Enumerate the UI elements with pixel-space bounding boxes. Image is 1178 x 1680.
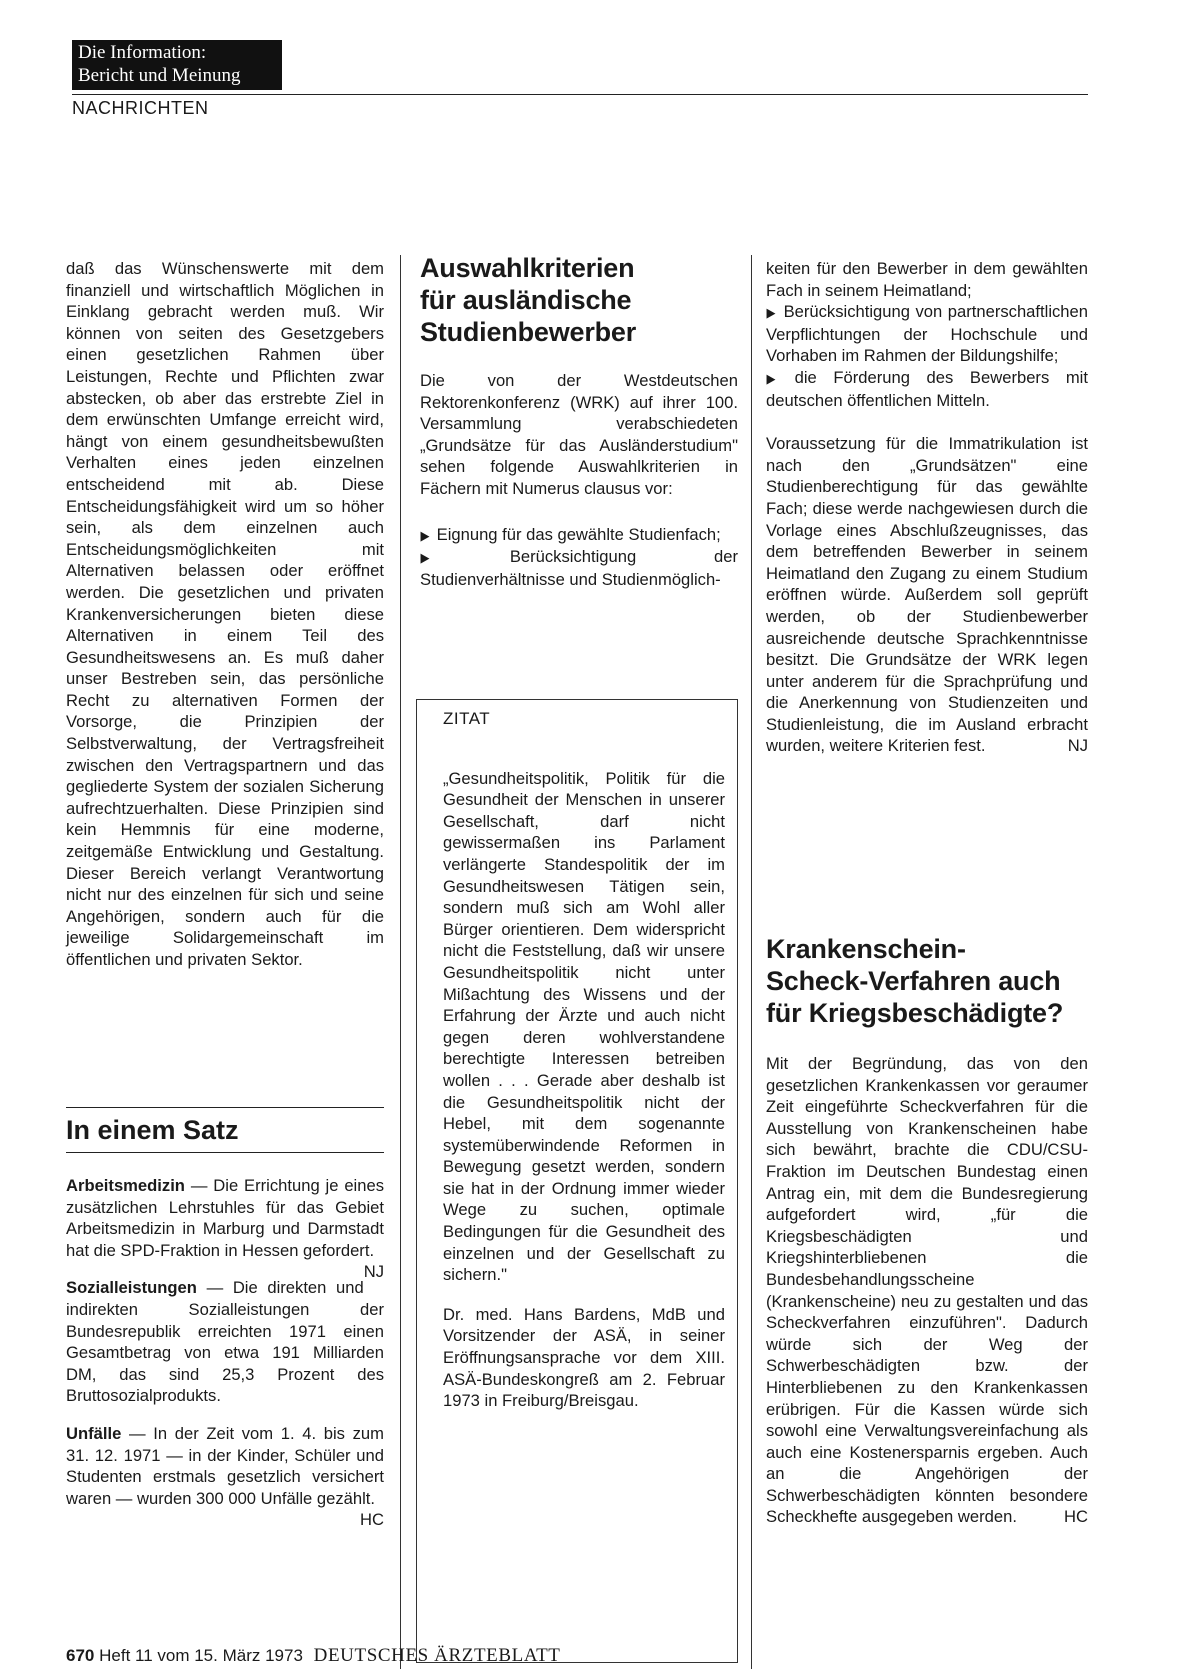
page-number: 670 bbox=[66, 1646, 95, 1665]
kranken-title-2: Scheck-Verfahren auch bbox=[766, 966, 1061, 996]
satz-signature: HC bbox=[360, 1510, 384, 1530]
auswahl-bullet-2-cont: keiten für den Bewerber in dem gewählten Fach in seinem Heimatland; bbox=[766, 259, 1088, 300]
satz-keyword: Sozialleistungen bbox=[66, 1278, 197, 1298]
zitat-box bbox=[416, 699, 738, 1663]
header-line-1: Die Information: bbox=[78, 42, 207, 63]
triangle-bullet-icon: ▶ bbox=[766, 370, 776, 386]
left-column bbox=[66, 258, 384, 971]
zitat-label: ZITAT bbox=[443, 709, 491, 728]
auswahl-bullet-2 bbox=[420, 546, 738, 590]
satz-text: — Die Errichtung je eines zusätzlichen Lehrstuhles für das Gebiet Arbeitsmedizin in Marburg und Darmstadt hat die SPD-Fraktion in Hessen gefordert. bbox=[66, 1176, 384, 1260]
kranken-text bbox=[766, 1053, 1088, 1528]
bullet-text: Berücksichtigung der Studienverhältnisse und Studienmöglich- bbox=[420, 547, 738, 589]
satz-keyword: Unfälle bbox=[66, 1423, 122, 1443]
magazine-name: DEUTSCHES ÄRZTEBLATT bbox=[313, 1645, 561, 1666]
satz-rule-bottom bbox=[66, 1152, 384, 1153]
kranken-body-text: Mit der Begründung, das von den gesetzlichen Krankenkassen vor geraumer Zeit eingeführte Scheckverfahren für die Ausstellung von Krankenscheinen habe sich bewährt, brachte die CDU/CSU-Fraktion im Deutschen Bundestag einen Antrag ein, mit dem die Bundesregierung aufgefordert wird, „für die Kriegsbeschädigten und Kriegshinterbliebenen die Bundesbehandlungsscheine (Krankenscheine) neu zu gestalten und das Scheckverfahren einzuführen". Dadurch würde sich der Weg der Schwerbeschädigten bzw. der Hinterbliebenen zu den Krankenkassen erübrigen. Für die Kassen würde sich sowohl eine Verwaltungsvereinfachung als auch eine Kostenersparnis ergeben. Auch an die Angehörigen der Schwerbeschädigten könnten besondere Scheckhefte ausgegeben werden. bbox=[766, 1054, 1088, 1527]
header-box bbox=[72, 40, 282, 90]
satz-rule-top bbox=[66, 1107, 384, 1108]
kranken-body bbox=[766, 1053, 1088, 1528]
bullet-text: die Förderung des Bewerbers mit deutschen öffentlichen Mitteln. bbox=[766, 367, 1088, 410]
auswahl-body-text: Voraussetzung für die Immatrikulation ist nach den „Grundsätzen" eine Studienberechtigung für das gewählte Fach; diese werde nachgewiesen durch die Vorlage eines Abschlußzeugnisses, das dem betreffenden Bewerber in seinem Heimatland den Zugang zu einem Studium eröffnen würde. Außerdem soll geprüft werden, ob der Studienbewerber ausreichende deutsche Sprachkenntnisse besitzt. Die Grundsätze der WRK legen unter anderem für die Sprachprüfung und die Anerkennung von Studienzeiten und Studienleistung, die im Ausland erbracht wurden, weitere Kriterien fest. bbox=[766, 434, 1088, 756]
auswahl-text bbox=[766, 433, 1088, 757]
auswahl-bullet-1 bbox=[420, 524, 738, 547]
right-column bbox=[766, 258, 1088, 757]
auswahl-body bbox=[420, 370, 738, 590]
in-einem-satz-body bbox=[66, 1175, 384, 1531]
satz-keyword: Arbeitsmedizin bbox=[66, 1176, 185, 1195]
satz-text: — Die direkten und indirekten Sozialleistungen der Bundesrepublik erreichten 1971 einen Gesamtbetrag von etwa 191 Milliarden DM, das sind 25,3 Prozent des Bruttosozialprodukts. bbox=[66, 1278, 384, 1406]
kranken-title-3: für Kriegsbeschädigte? bbox=[766, 998, 1064, 1028]
auswahl-title-1: Auswahlkriterien bbox=[420, 253, 635, 283]
footer bbox=[66, 1645, 561, 1667]
auswahl-bullet-3 bbox=[766, 301, 1088, 367]
auswahl-title-3: Studienbewerber bbox=[420, 317, 637, 347]
satz-signature: NJ bbox=[363, 1262, 384, 1282]
triangle-bullet-icon: ▶ bbox=[420, 527, 430, 543]
auswahl-headline bbox=[420, 252, 740, 348]
satz-item bbox=[66, 1423, 384, 1530]
satz-text: — In der Zeit vom 1. 4. bis zum 31. 12. 1971 — in der Kinder, Schüler und Studenten erstmals gesetzlich versichert waren — wurden 300 000 Unfälle gezählt. bbox=[66, 1423, 384, 1508]
bullet-text: Eignung für das gewählte Studienfach; bbox=[436, 524, 721, 544]
satz-item bbox=[66, 1277, 384, 1407]
auswahl-bullet-4 bbox=[766, 367, 1088, 411]
kranken-headline bbox=[766, 933, 1088, 1029]
triangle-bullet-icon: ▶ bbox=[420, 550, 430, 566]
in-einem-satz-title: In einem Satz bbox=[66, 1115, 239, 1145]
zitat-quote: „Gesundheitspolitik, Politik für die Gesundheit der Menschen in unserer Gesellschaft, darf nicht gewissermaßen ins Parlament verlängerte Standespolitik der im Gesundheitswesen Tätigen sein, sondern muß sich am Wohl aller Bürger orientieren. Dem widerspricht nicht die Feststellung, daß wir unsere Gesundheitspolitik nicht unter Mißachtung des Wissens und der Erfahrung der Ärzte und auch nicht gegen deren wohlverstandene berechtigte Interessen betreiben wollen . . . Gerade aber deshalb ist die Gesundheitspolitik nicht der Hebel, mit dem sogenannte systemüberwindende Reformen in Bewegung gesetzt werden, sondern sie hat in der Ordnung immer wieder Wege zu suchen, optimale Bedingungen für die Gesundheit des einzelnen und der Gesellschaft zu sichern." bbox=[443, 768, 725, 1285]
satz-item bbox=[66, 1175, 384, 1282]
auswahl-signature: NJ bbox=[1067, 736, 1088, 756]
auswahl-intro: Die von der Westdeutschen Rektorenkonferenz (WRK) auf ihrer 100. Versammlung verabschiedeten „Grundsätze für das Ausländerstudium" sehen folgende Auswahlkriterien in Fächern mit Numerus clausus vor: bbox=[420, 371, 738, 498]
header-line-2: Bericht und Meinung bbox=[78, 65, 241, 86]
kranken-title-1: Krankenschein- bbox=[766, 934, 966, 964]
bullet-text: Berücksichtigung von partnerschaftlichen Verpflichtungen der Hochschule und Vorhaben im Rahmen der Bildungshilfe; bbox=[766, 302, 1088, 366]
header-rule bbox=[72, 94, 1088, 95]
kranken-signature: HC bbox=[1064, 1507, 1088, 1527]
triangle-bullet-icon: ▶ bbox=[766, 305, 776, 321]
left-column-text: daß das Wünschenswerte mit dem finanziell und wirtschaftlich Möglichen in Einklang gebracht werden muß. Wir können von seiten des Gesetzgebers einen gesetzlichen Rahmen über Leistungen, Rechte und Pflichten zwar abstecken, ob aber das erstrebte Ziel in dem erwünschten Umfange erreicht wird, hängt von einem gesundheitsbewußten Verhalten eines jeden einzelnen entscheidend mit ab. Diese Entscheidungsfähigkeit wird um so höher sein, als dem einzelnen auch Entscheidungsmöglichkeiten mit Alternativen belassen oder eröffnet werden. Die gesetzlichen und privaten Krankenversicherungen bieten diese Alternativen in einem Teil des Gesundheitswesens an. Es muß daher unser Bestreben sein, das persönliche Recht zu alternativen Formen der Vorsorge, die Prinzipien der Selbstverwaltung, der Vertragsfreiheit zwischen den Vertragspartnern und das gegliederte System der sozialen Sicherung aufrechtzuerhalten. Diese Prinzipien sind kein Hemmnis für eine moderne, zeitgemäße Entwicklung und Gestaltung. Dieser Bereich verlangt Verantwortung nicht nur des einzelnen für sich und seine Angehörigen, sondern auch für die jeweilige Solidargemeinschaft im öffentlichen und privaten Sektor. bbox=[66, 259, 384, 969]
column-divider-2 bbox=[751, 255, 752, 1669]
section-label: NACHRICHTEN bbox=[72, 98, 209, 118]
column-divider-1 bbox=[400, 255, 401, 1669]
issue-info: Heft 11 vom 15. März 1973 bbox=[99, 1646, 303, 1665]
zitat-source: Dr. med. Hans Bardens, MdB und Vorsitzender der ASÄ, in seiner Eröffnungsansprache vor dem XIII. ASÄ-Bundeskongreß am 2. Februar 1973 in Freiburg/Breisgau. bbox=[443, 1304, 725, 1411]
auswahl-title-2: für ausländische bbox=[420, 285, 632, 315]
